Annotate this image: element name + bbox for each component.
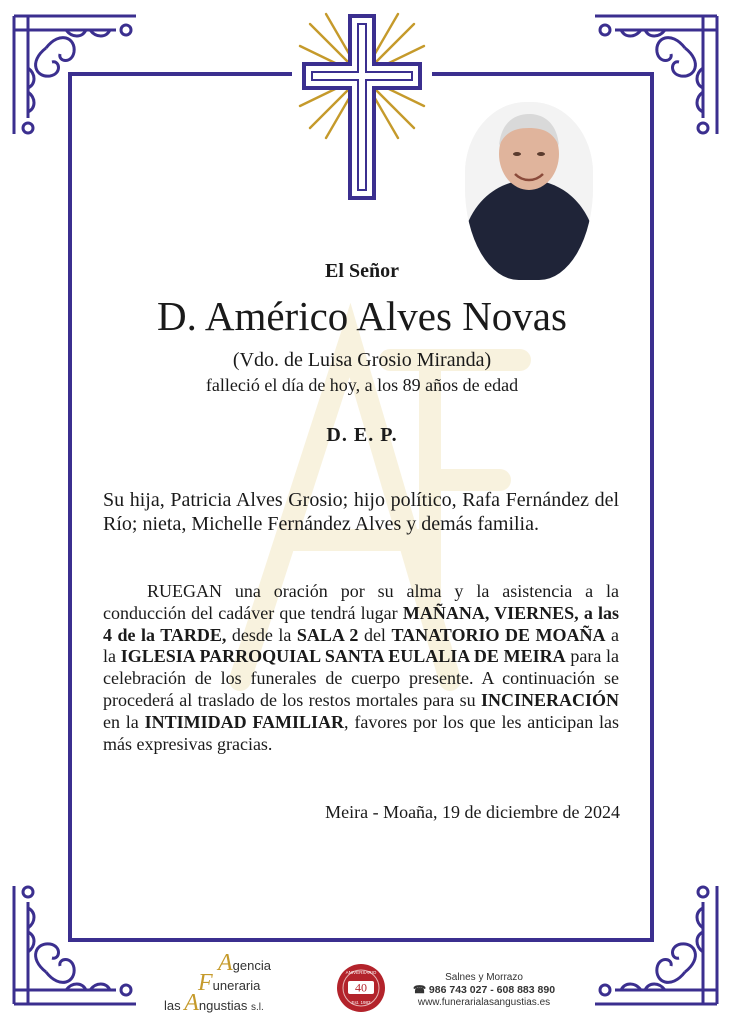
request-segment-bold: INTIMIDAD FAMILIAR — [144, 711, 345, 732]
anniversary-seal — [336, 963, 386, 1013]
contact-phones: ☎ 986 743 027 - 608 883 890 — [412, 984, 556, 996]
logo-word: las — [164, 998, 185, 1013]
logo-suffix: s.l. — [250, 1002, 264, 1013]
request-segment: RUEGAN una oración por su alma y la asistencia a la conducción del cadáver que tendrá lugar — [103, 581, 619, 623]
request-segment: a la — [103, 624, 619, 667]
contact-region: Salnes y Morrazo — [445, 972, 523, 983]
agency-logo — [160, 950, 300, 1016]
logo-word: gencia — [232, 958, 271, 973]
cross-icon — [292, 8, 432, 204]
portrait-photo — [465, 102, 593, 280]
deceased-name: D. Américo Alves Novas — [157, 293, 567, 339]
contact-block — [404, 972, 564, 1008]
request-segment: para la celebración de los funerales de cuerpo presente. A continuación se procederá al traslado de los restos mortales para su — [103, 646, 620, 710]
request-paragraph — [103, 581, 619, 755]
logo-initial: A — [218, 950, 233, 976]
request-segment-bold: TANATORIO DE MOAÑA — [391, 624, 606, 645]
request-segment-bold: INCINERACIÓN — [480, 689, 619, 710]
seal-number: 40 — [355, 980, 367, 995]
logo-initial: A — [184, 990, 199, 1016]
seal-top-text: ANIVERSARIO — [345, 970, 377, 975]
request-segment-bold: MAÑANA, VIERNES, a las 4 de la TARDE, — [103, 602, 619, 645]
title-prefix: El Señor — [325, 260, 399, 282]
death-note: falleció el día de hoy, a los 89 años de edad — [205, 375, 519, 395]
dep-label: D. E. P. — [326, 424, 398, 446]
logo-word: uneraria — [212, 978, 261, 993]
request-segment-bold: SALA 2 — [296, 624, 359, 645]
request-segment: del — [358, 624, 392, 645]
logo-initial: F — [198, 970, 213, 996]
request-segment: en la — [103, 711, 145, 732]
request-segment: , favores por los que les anticipan las más expresivas gracias. — [103, 711, 620, 754]
widower-note: (Vdo. de Luisa Grosio Miranda) — [232, 349, 492, 371]
request-segment-bold: IGLESIA PARROQUIAL SANTA EULALIA DE MEIRA — [120, 646, 566, 667]
seal-bottom-text: Est. 1983 — [351, 1000, 371, 1005]
logo-word: ngustias — [198, 998, 248, 1013]
place-date: Meira - Moaña, 19 de diciembre de 2024 — [325, 802, 620, 822]
request-segment: desde la — [226, 624, 297, 645]
family-paragraph: Su hija, Patricia Alves Grosio; hijo político, Rafa Fernández del Río; nieta, Michelle Fernández Alves y demás familia. — [103, 489, 619, 535]
contact-website[interactable]: www.funerarialasangustias.es — [417, 997, 551, 1008]
